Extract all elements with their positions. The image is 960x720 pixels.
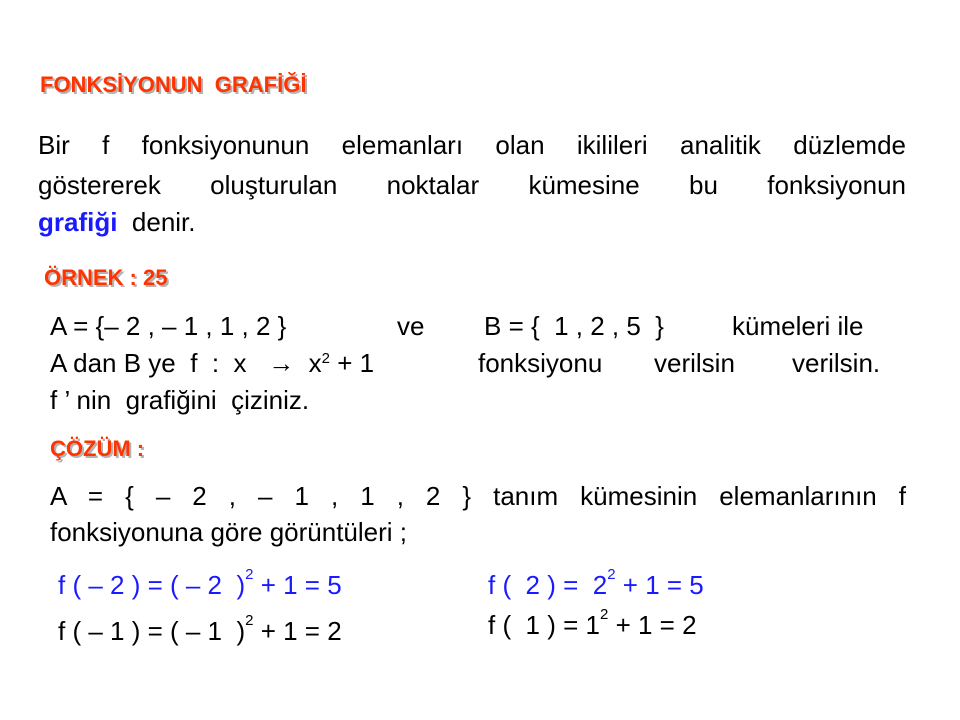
example-line-1-ve: ve	[397, 311, 425, 341]
keyword-grafigi: grafiği	[38, 207, 118, 237]
exponent: 2	[321, 350, 331, 367]
exponent: 2	[245, 566, 254, 583]
definition-line-1: Bir f fonksiyonunun elemanları olan ikilileri analitik düzlemde	[38, 130, 906, 160]
equation-f-minus-1	[58, 612, 342, 647]
function-mapping: A dan B ye f : x → x	[50, 348, 322, 378]
equation-f-2	[488, 566, 704, 601]
example-line-3: f ’ nin grafiğini çiziniz.	[50, 385, 310, 415]
definition-line-3	[38, 207, 196, 237]
equation-rhs: + 1 = 5	[253, 570, 342, 600]
equation-rhs: + 1 = 2	[253, 616, 342, 646]
solution-label: ÇÖZÜM :	[50, 436, 145, 461]
solution-line-2: fonksiyonuna göre görüntüleri ;	[50, 517, 408, 547]
exponent: 2	[607, 566, 616, 583]
equation-f-1	[488, 606, 697, 641]
exponent: 2	[600, 606, 609, 623]
definition-line-3-rest: denir.	[117, 207, 196, 237]
equation-lhs: f ( – 1 ) = ( – 1 )	[58, 616, 246, 646]
example-line-1-set-b: B = { 1 , 2 , 5 }	[484, 311, 664, 341]
example-line-1-set-a: A = {– 2 , – 1 , 1 , 2 }	[50, 311, 287, 341]
equation-lhs: f ( – 2 ) = ( – 2 )	[58, 570, 246, 600]
example-line-2-word-2: verilsin	[654, 348, 735, 378]
equation-rhs: + 1 = 2	[608, 610, 697, 640]
equation-f-minus-2	[58, 566, 342, 601]
function-plus-one: + 1	[330, 348, 375, 378]
example-line-2-word-1: fonksiyonu	[478, 348, 603, 378]
page-title: FONKSİYONUN GRAFİĞİ	[40, 72, 307, 97]
exponent: 2	[245, 612, 254, 629]
example-line-2-function	[50, 348, 374, 378]
equation-lhs: f ( 2 ) = 2	[488, 570, 608, 600]
example-label: ÖRNEK : 25	[44, 265, 168, 290]
equation-rhs: + 1 = 5	[615, 570, 704, 600]
example-line-1-end: kümeleri ile	[732, 311, 864, 341]
solution-line-1: A = { – 2 , – 1 , 1 , 2 } tanım kümesinin elemanlarının f	[50, 481, 906, 511]
definition-line-2: göstererek oluşturulan noktalar kümesine bu fonksiyonun	[38, 170, 906, 200]
equation-lhs: f ( 1 ) = 1	[488, 610, 600, 640]
example-line-2-word-3: verilsin.	[792, 348, 881, 378]
